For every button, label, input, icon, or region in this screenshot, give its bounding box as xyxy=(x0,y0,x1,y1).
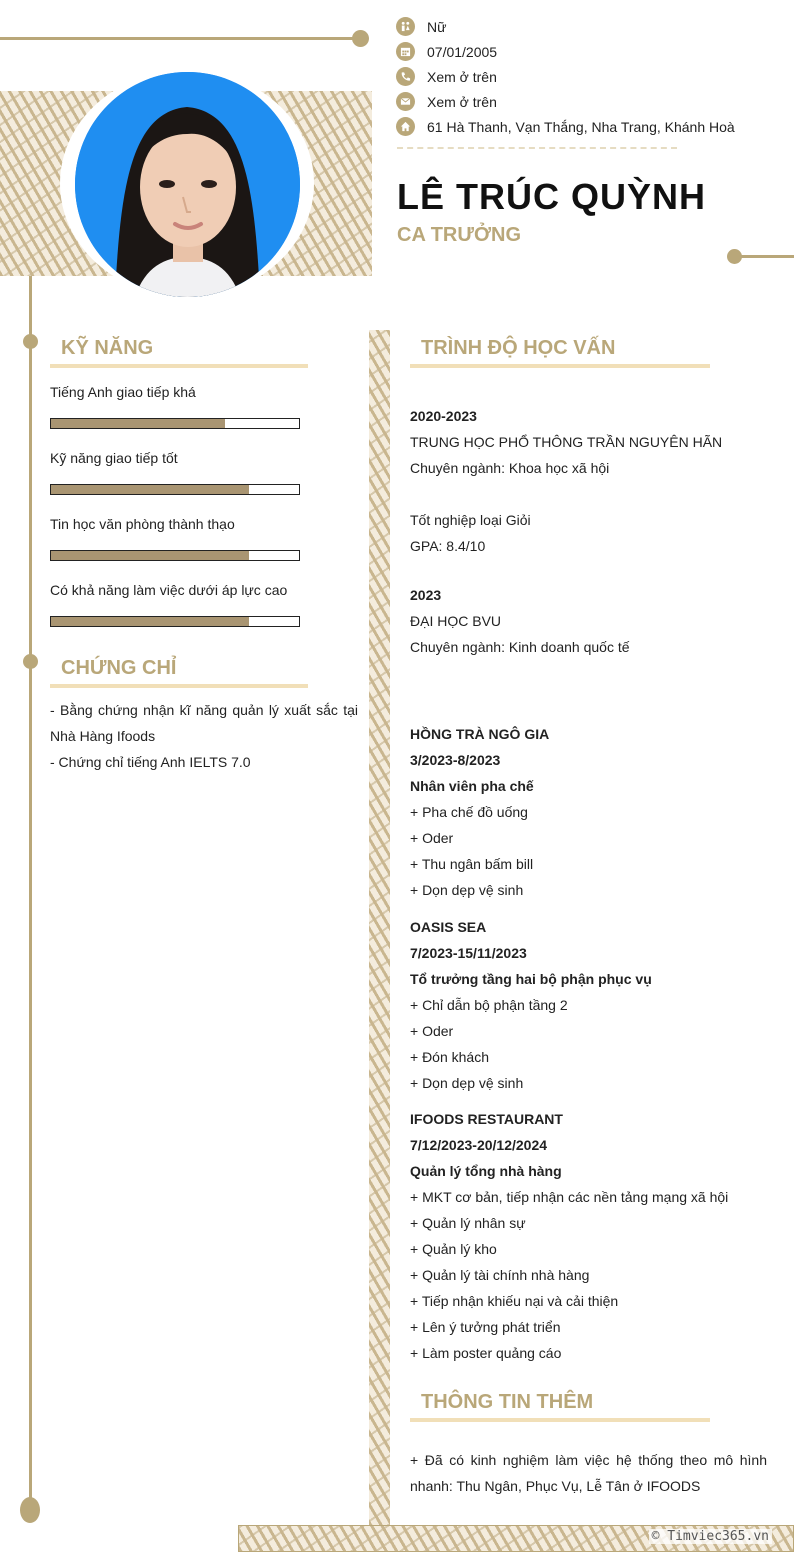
phone-icon xyxy=(396,67,415,86)
certificates-list xyxy=(50,697,358,775)
skill-bar xyxy=(50,484,300,495)
more-info-text: + Đã có kinh nghiệm làm việc hệ thống theo mô hình nhanh: Thu Ngân, Phục Vụ, Lễ Tân ở IFOODS xyxy=(410,1452,767,1494)
skill-bar-fill xyxy=(51,419,225,428)
contact-list xyxy=(396,14,735,139)
education-period: 2020-2023 xyxy=(410,408,477,424)
job-title: CA TRƯỞNG xyxy=(397,224,522,246)
certificate-item: - Chứng chỉ tiếng Anh IELTS 7.0 xyxy=(50,754,251,770)
footer-watermark: © Timviec365.vn xyxy=(649,1529,772,1544)
portrait-image xyxy=(75,72,300,297)
address-text: 61 Hà Thanh, Vạn Thắng, Nha Trang, Khánh Hoà xyxy=(427,118,735,135)
certificate-item: - Bằng chứng nhận kĩ năng quản lý xuất sắc tại Nhà Hàng Ifoods xyxy=(50,702,358,744)
home-icon xyxy=(396,117,415,136)
email-icon xyxy=(396,92,415,111)
experience-role: Tổ trưởng tầng hai bộ phận phục vụ xyxy=(410,971,652,987)
experience-task: + Tiếp nhận khiếu nại và cải thiện xyxy=(410,1293,619,1309)
experience-task: + Đón khách xyxy=(410,1049,489,1065)
skill-label: Tin học văn phòng thành thạo xyxy=(50,516,235,532)
email-text: Xem ở trên xyxy=(427,93,497,110)
skill-label: Tiếng Anh giao tiếp khá xyxy=(50,384,196,400)
education-entry xyxy=(410,403,770,559)
header-dot xyxy=(352,30,369,47)
more-info-heading: THÔNG TIN THÊM xyxy=(421,1391,594,1413)
skill-bar-fill xyxy=(51,485,249,494)
skill-bar xyxy=(50,550,300,561)
certificates-heading: CHỨNG CHỈ xyxy=(61,657,177,679)
education-entry xyxy=(410,582,770,660)
experience-task: + Thu ngân bấm bill xyxy=(410,856,534,872)
education-gpa: GPA: 8.4/10 xyxy=(410,538,486,554)
experience-period: 7/12/2023-20/12/2024 xyxy=(410,1137,548,1153)
experience-task: + Pha chế đồ uống xyxy=(410,804,528,820)
skill-bar xyxy=(50,616,300,627)
dob-text: 07/01/2005 xyxy=(427,43,498,60)
experience-entry xyxy=(410,1106,770,1366)
education-period: 2023 xyxy=(410,587,442,603)
gender-text: Nữ xyxy=(427,18,447,35)
certificates-underline xyxy=(50,684,308,688)
education-school: TRUNG HỌC PHỔ THÔNG TRẦN NGUYÊN HÃN xyxy=(410,434,723,450)
profile-photo xyxy=(75,72,300,297)
title-line xyxy=(736,255,794,258)
experience-role: Nhân viên pha chế xyxy=(410,778,534,794)
skill-label: Kỹ năng giao tiếp tốt xyxy=(50,450,178,466)
skill-bar-fill xyxy=(51,617,249,626)
skill-item xyxy=(50,516,300,561)
experience-task: + Oder xyxy=(410,1023,454,1039)
experience-task: + Lên ý tưởng phát triển xyxy=(410,1319,561,1335)
education-result: Tốt nghiệp loại Giỏi xyxy=(410,512,531,528)
education-heading: TRÌNH ĐỘ HỌC VẤN xyxy=(421,337,616,359)
skills-underline xyxy=(50,364,308,368)
experience-role: Quản lý tổng nhà hàng xyxy=(410,1163,562,1179)
skill-bar xyxy=(50,418,300,429)
skill-item xyxy=(50,450,300,495)
calendar-icon xyxy=(396,42,415,61)
skill-item xyxy=(50,384,300,429)
experience-task: + Làm poster quảng cáo xyxy=(410,1345,562,1361)
experience-task: + Dọn dẹp vệ sinh xyxy=(410,882,524,898)
experience-company: IFOODS RESTAURANT xyxy=(410,1111,563,1127)
timeline-dot-skills xyxy=(23,334,38,349)
experience-company: OASIS SEA xyxy=(410,919,487,935)
education-major: Chuyên ngành: Kinh doanh quốc tế xyxy=(410,639,630,655)
header-line xyxy=(0,37,356,40)
experience-task: + Quản lý kho xyxy=(410,1241,497,1257)
center-divider xyxy=(369,330,390,1525)
education-underline xyxy=(410,364,710,368)
skills-heading: KỸ NĂNG xyxy=(61,337,154,359)
experience-task: + Chỉ dẫn bộ phận tầng 2 xyxy=(410,997,568,1013)
education-major: Chuyên ngành: Khoa học xã hội xyxy=(410,460,610,476)
experience-task: + Oder xyxy=(410,830,454,846)
experience-entry xyxy=(410,914,770,1096)
experience-company: HỒNG TRÀ NGÔ GIA xyxy=(410,726,550,742)
timeline-dot-certs xyxy=(23,654,38,669)
contact-dob xyxy=(396,39,735,64)
experience-task: + MKT cơ bản, tiếp nhận các nền tảng mạng xã hội xyxy=(410,1189,729,1205)
contact-phone xyxy=(396,64,735,89)
experience-task: + Dọn dẹp vệ sinh xyxy=(410,1075,524,1091)
timeline-end-dot xyxy=(20,1497,40,1523)
gender-icon xyxy=(396,17,415,36)
contact-divider xyxy=(397,147,677,149)
education-school: ĐẠI HỌC BVU xyxy=(410,613,502,629)
timeline-line xyxy=(29,276,32,1509)
experience-task: + Quản lý nhân sự xyxy=(410,1215,526,1231)
experience-task: + Quản lý tài chính nhà hàng xyxy=(410,1267,590,1283)
phone-text: Xem ở trên xyxy=(427,68,497,85)
skill-bar-fill xyxy=(51,551,249,560)
contact-email xyxy=(396,89,735,114)
skill-label: Có khả năng làm việc dưới áp lực cao xyxy=(50,582,288,598)
skill-item xyxy=(50,582,300,627)
more-info-underline xyxy=(410,1418,710,1422)
experience-period: 7/2023-15/11/2023 xyxy=(410,945,527,961)
full-name: LÊ TRÚC QUỲNH xyxy=(397,176,706,217)
contact-gender xyxy=(396,14,735,39)
contact-address xyxy=(396,114,735,139)
experience-period: 3/2023-8/2023 xyxy=(410,752,501,768)
experience-entry xyxy=(410,721,770,903)
